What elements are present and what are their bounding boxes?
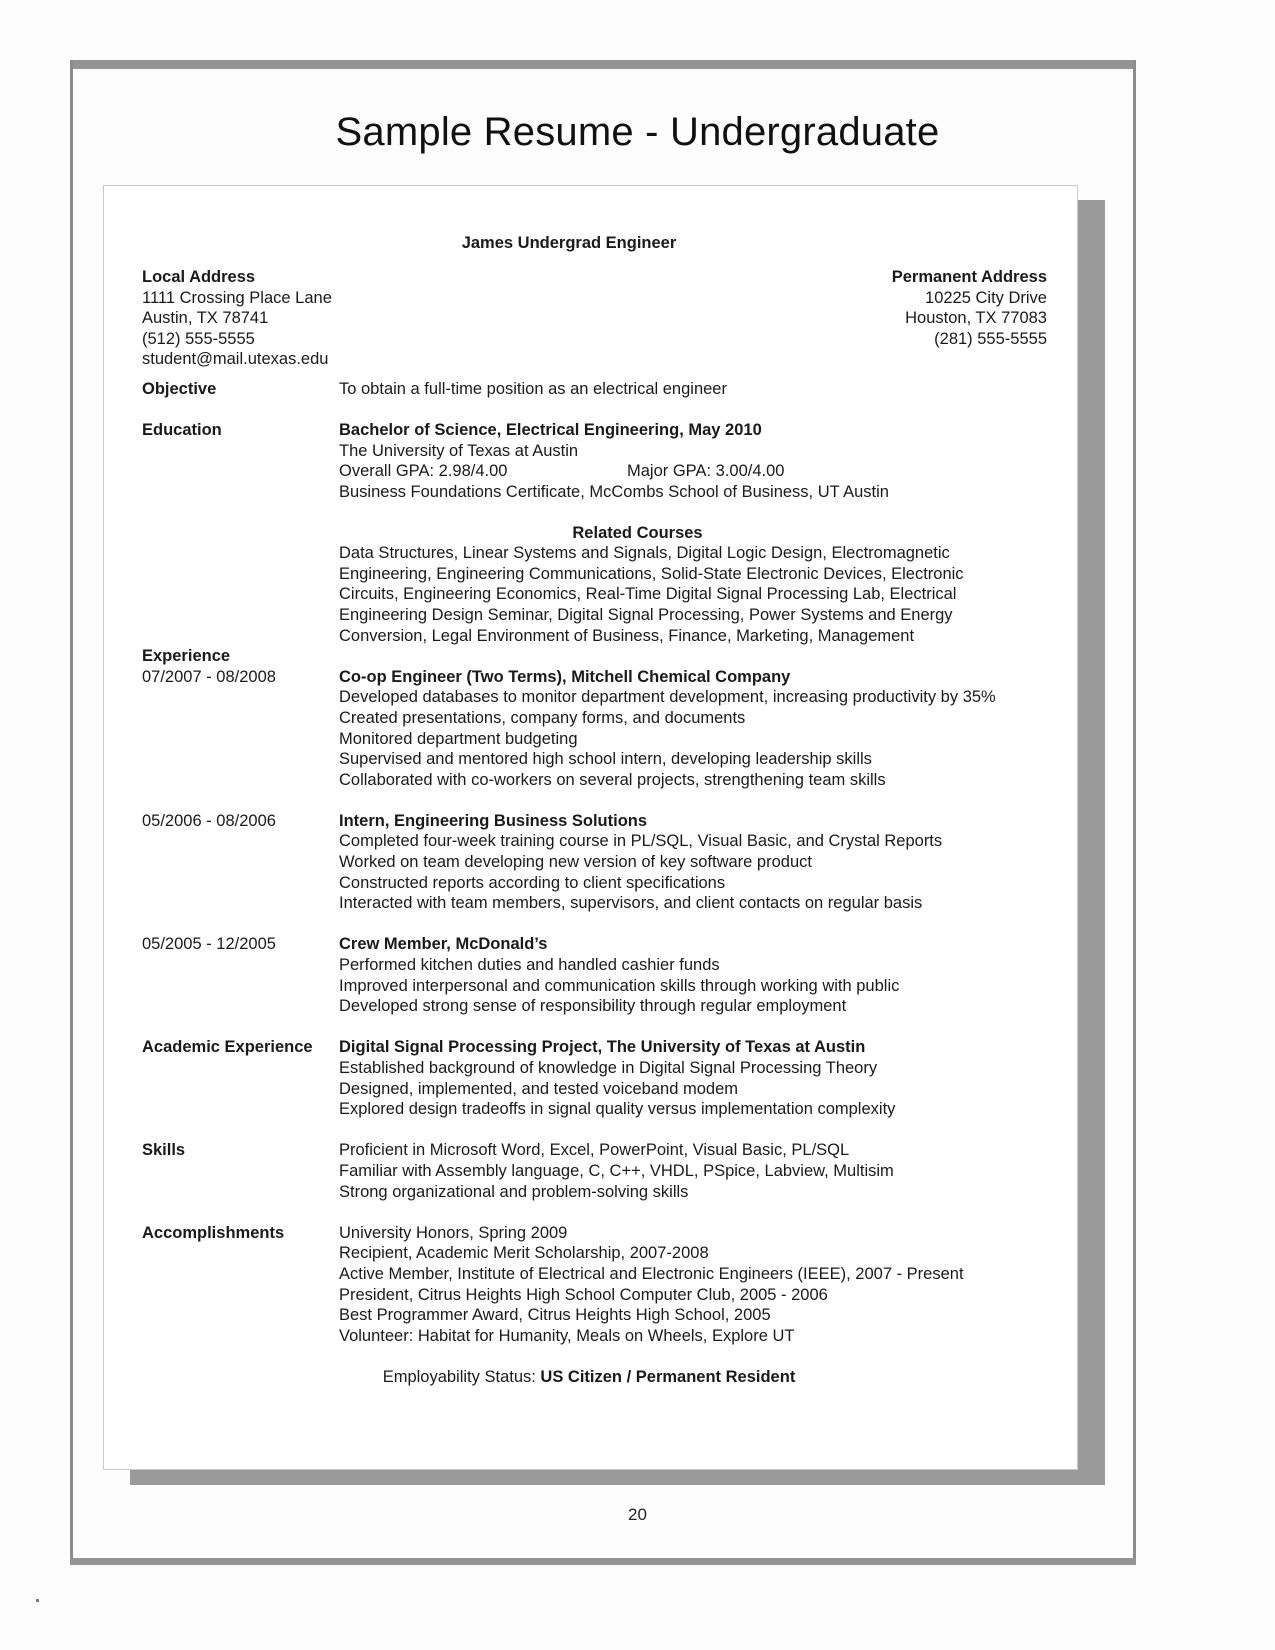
scan-artifact-dot	[36, 1599, 39, 1602]
academic-experience-bullet: Established background of knowledge in Digital Signal Processing Theory	[339, 1059, 878, 1077]
academic-experience-title: Digital Signal Processing Project, The University of Texas at Austin	[339, 1038, 866, 1057]
education-school: The University of Texas at Austin	[339, 441, 579, 460]
section-body-education	[339, 420, 1064, 646]
resume-sheet	[103, 185, 1078, 1470]
page-title: Sample Resume - Undergraduate	[335, 110, 940, 154]
employability-status	[124, 1368, 1064, 1387]
section-body-objective	[339, 379, 1064, 400]
section-objective	[124, 379, 1064, 400]
section-body-academic-experience	[339, 1037, 1064, 1119]
section-skills	[124, 1140, 1064, 1202]
spacer	[124, 1017, 1064, 1038]
section-accomplishments	[124, 1223, 1064, 1347]
permanent-address-phone: (281) 555-5555	[934, 329, 1047, 348]
experience-bullet: Improved interpersonal and communication skills through working with public	[339, 976, 900, 995]
local-address-email: student@mail.utexas.edu	[142, 350, 329, 369]
section-label-skills: Skills	[142, 1141, 186, 1160]
spacer	[124, 790, 1064, 811]
permanent-address-heading: Permanent Address	[891, 268, 1047, 286]
spacer	[124, 914, 1064, 935]
education-major-gpa: Major GPA: 3.00/4.00	[627, 462, 785, 481]
objective-text: To obtain a full-time position as an electrical engineer	[339, 380, 727, 398]
experience-dates: 05/2006 - 08/2006	[142, 811, 276, 830]
accomplishments-bullet: President, Citrus Heights High School Computer Club, 2005 - 2006	[339, 1285, 828, 1304]
spacer	[124, 1202, 1064, 1223]
experience-bullet: Completed four-week training course in PL/SQL, Visual Basic, and Crystal Reports	[339, 832, 943, 851]
experience-entry	[124, 934, 1064, 1016]
local-address-line2: Austin, TX 78741	[142, 309, 269, 328]
skills-bullet: Proficient in Microsoft Word, Excel, PowerPoint, Visual Basic, PL/SQL	[339, 1141, 850, 1160]
academic-experience-bullet: Designed, implemented, and tested voiceband modem	[339, 1079, 738, 1098]
permanent-address	[892, 267, 1047, 349]
employability-value: US Citizen / Permanent Resident	[540, 1368, 796, 1387]
accomplishments-bullet: Volunteer: Habitat for Humanity, Meals on Wheels, Explore UT	[339, 1326, 795, 1345]
section-academic-experience	[124, 1037, 1064, 1119]
page-top-rule	[70, 60, 1136, 69]
section-label-education: Education	[142, 421, 222, 440]
education-certificate: Business Foundations Certificate, McCombs School of Business, UT Austin	[339, 482, 889, 501]
accomplishments-bullet: Active Member, Institute of Electrical and Electronic Engineers (IEEE), 2007 - Present	[339, 1264, 964, 1283]
employability-label: Employability Status:	[382, 1368, 541, 1387]
experience-bullet: Worked on team developing new version of key software product	[339, 853, 812, 872]
experience-bullet: Monitored department budgeting	[339, 729, 578, 748]
experience-bullet: Collaborated with co-workers on several projects, strengthening team skills	[339, 770, 886, 789]
section-education	[124, 420, 1064, 646]
local-address	[142, 267, 332, 370]
section-label-objective: Objective	[142, 380, 217, 398]
experience-bullet: Developed strong sense of responsibility through regular employment	[339, 997, 847, 1016]
page-bottom-rule	[70, 1558, 1136, 1565]
local-address-phone: (512) 555-5555	[142, 329, 255, 348]
section-experience	[124, 646, 1064, 667]
accomplishments-bullet: University Honors, Spring 2009	[339, 1223, 568, 1242]
local-address-heading: Local Address	[142, 268, 256, 286]
experience-title: Co-op Engineer (Two Terms), Mitchell Chemical Company	[339, 667, 791, 686]
candidate-name: James Undergrad Engineer	[461, 234, 677, 252]
section-label-accomplishments: Accomplishments	[142, 1223, 285, 1242]
experience-title: Crew Member, McDonald’s	[339, 935, 548, 954]
skills-bullet: Strong organizational and problem-solving skills	[339, 1182, 689, 1201]
address-block	[124, 267, 1064, 379]
page-number: 20	[628, 1505, 647, 1524]
page-right-rule	[1133, 60, 1136, 1565]
related-courses-list: Data Structures, Linear Systems and Signals, Digital Logic Design, Electromagnetic Engineering, Engineering Communications, Solid-State Electronic Devices, Electronic Circuits, Engineering Economics, Real-Time Digital Signal Processing Lab, Electrical Engineering Design Seminar, Digital Signal Processing, Power Systems and Energy Conversion, Legal Environment of Business, Finance, Marketing, Management	[339, 544, 964, 645]
experience-entry-body	[339, 667, 1064, 791]
page-left-rule	[70, 60, 73, 1565]
experience-entry	[124, 667, 1064, 791]
experience-dates: 05/2005 - 12/2005	[142, 935, 276, 954]
section-label-experience: Experience	[142, 647, 231, 666]
experience-entry-body	[339, 934, 1064, 1016]
accomplishments-bullet: Best Programmer Award, Citrus Heights High School, 2005	[339, 1306, 771, 1325]
education-gpa-row	[339, 461, 1056, 482]
education-overall-gpa: Overall GPA: 2.98/4.00	[339, 462, 508, 481]
academic-experience-bullet: Explored design tradeoffs in signal quality versus implementation complexity	[339, 1100, 896, 1119]
experience-bullet: Performed kitchen duties and handled cashier funds	[339, 956, 720, 975]
skills-bullet: Familiar with Assembly language, C, C++, VHDL, PSpice, Labview, Multisim	[339, 1161, 894, 1180]
spacer	[124, 1120, 1064, 1141]
experience-bullet: Developed databases to monitor department development, increasing productivity by 35%	[339, 688, 996, 707]
experience-bullet: Constructed reports according to client specifications	[339, 873, 726, 892]
experience-entry-body	[339, 811, 1064, 914]
experience-title: Intern, Engineering Business Solutions	[339, 811, 648, 830]
spacer	[124, 400, 1064, 421]
experience-bullet: Created presentations, company forms, and documents	[339, 708, 746, 727]
experience-bullet: Interacted with team members, supervisors, and client contacts on regular basis	[339, 894, 923, 913]
local-address-line1: 1111 Crossing Place Lane	[142, 288, 332, 307]
experience-entry	[124, 811, 1064, 914]
permanent-address-line1: 10225 City Drive	[925, 288, 1047, 307]
section-body-accomplishments	[339, 1223, 1064, 1347]
permanent-address-line2: Houston, TX 77083	[905, 309, 1047, 328]
education-degree: Bachelor of Science, Electrical Engineering, May 2010	[339, 421, 762, 440]
experience-dates: 07/2007 - 08/2008	[142, 667, 276, 686]
accomplishments-bullet: Recipient, Academic Merit Scholarship, 2007-2008	[339, 1244, 709, 1263]
experience-bullet: Supervised and mentored high school intern, developing leadership skills	[339, 750, 872, 769]
section-label-academic-experience: Academic Experience	[142, 1038, 313, 1057]
related-courses-heading: Related Courses	[572, 523, 703, 542]
section-body-skills	[339, 1140, 1064, 1202]
